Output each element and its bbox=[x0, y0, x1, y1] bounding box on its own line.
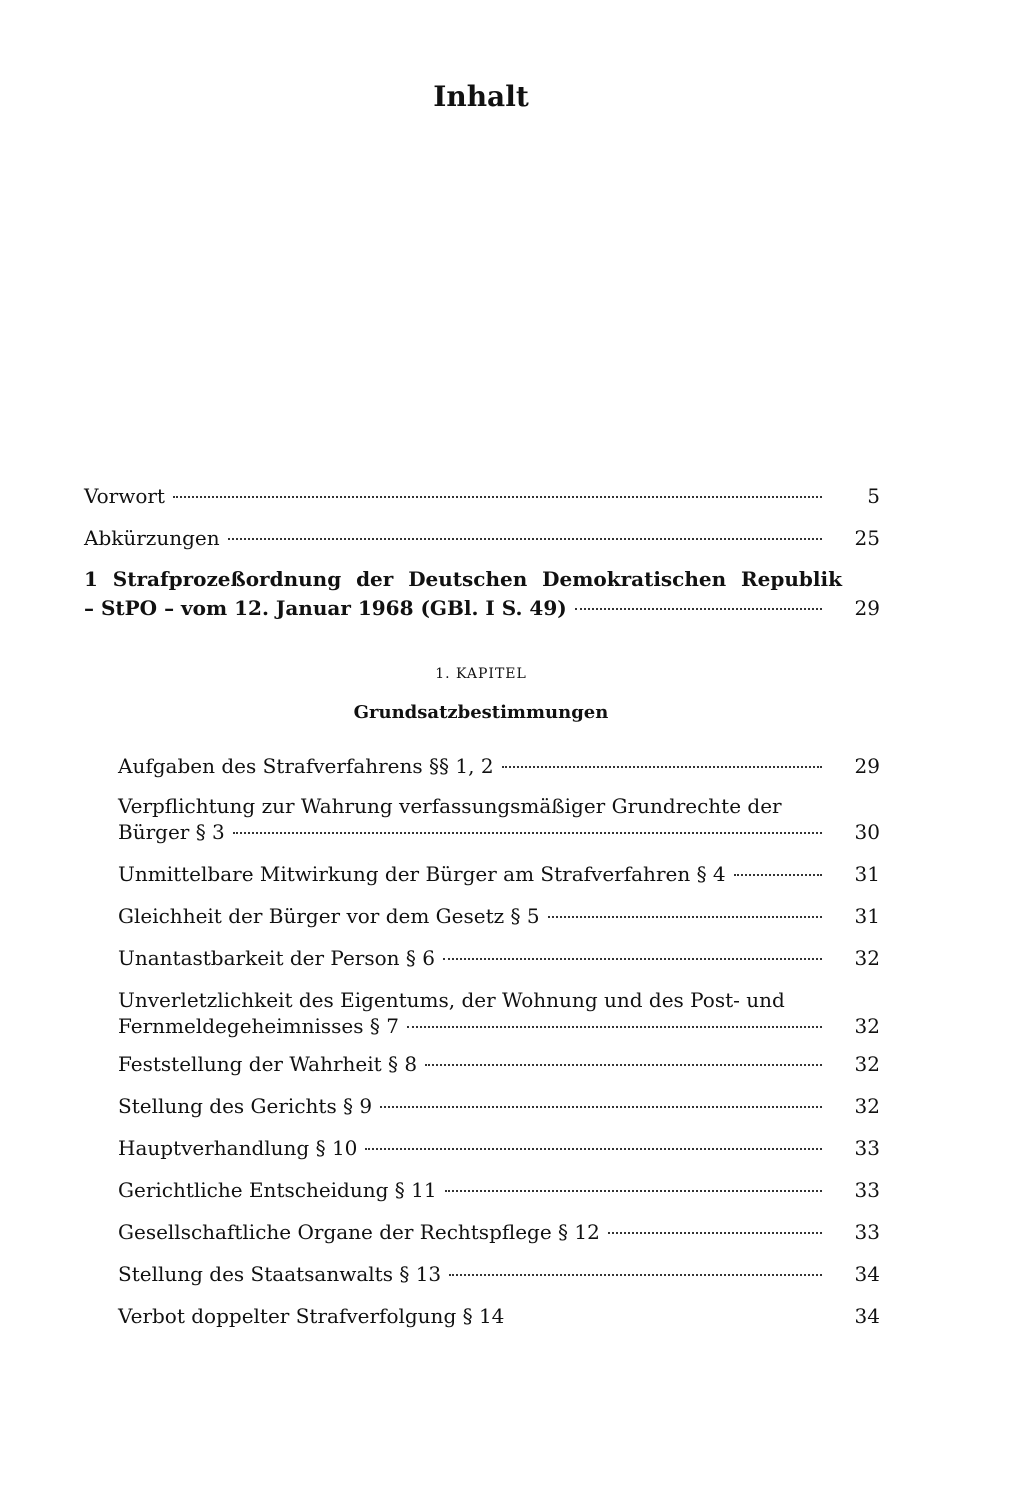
toc-entry-page: 25 bbox=[854, 526, 880, 550]
toc-entry-label: Unmittelbare Mitwirkung der Bürger am Strafverfahren § 4 bbox=[118, 862, 726, 886]
toc-entry[interactable] bbox=[118, 1136, 880, 1160]
toc-entry-label: Stellung des Gerichts § 9 bbox=[118, 1094, 373, 1118]
toc-entry[interactable] bbox=[118, 904, 880, 928]
page-title: Inhalt bbox=[433, 80, 529, 113]
toc-entry[interactable] bbox=[118, 1304, 880, 1328]
toc-entry-page: 33 bbox=[854, 1178, 880, 1202]
toc-entry[interactable] bbox=[118, 1220, 880, 1244]
toc-entry-label: Fernmeldegeheimnisses § 7 bbox=[118, 1014, 399, 1038]
toc-entry[interactable] bbox=[118, 820, 880, 844]
dot-leader bbox=[407, 1026, 822, 1028]
toc-entry[interactable] bbox=[118, 1262, 880, 1286]
stpo-word: Deutschen bbox=[408, 567, 528, 591]
dot-leader bbox=[608, 1232, 822, 1234]
toc-entry-page: 30 bbox=[854, 820, 880, 844]
toc-entry-page: 29 bbox=[854, 754, 880, 778]
toc-entry-label: Aufgaben des Strafverfahrens §§ 1, 2 bbox=[118, 754, 494, 778]
toc-entry-stpo-title-line1[interactable] bbox=[84, 567, 842, 591]
toc-entry-stpo[interactable] bbox=[84, 596, 880, 620]
toc-entry-label: – StPO – vom 12. Januar 1968 (GBl. I S. 49) bbox=[84, 596, 567, 620]
dot-leader bbox=[443, 958, 822, 960]
toc-entry-abkuerzungen[interactable] bbox=[84, 526, 880, 550]
toc-entry[interactable] bbox=[118, 1014, 880, 1038]
toc-entry-page: 29 bbox=[854, 596, 880, 620]
dot-leader bbox=[173, 496, 822, 498]
dot-leader bbox=[445, 1190, 822, 1192]
toc-entry-page: 32 bbox=[854, 1052, 880, 1076]
dot-leader bbox=[365, 1148, 822, 1150]
toc-entry-page: 5 bbox=[867, 484, 880, 508]
dot-leader bbox=[575, 608, 822, 610]
toc-entry[interactable] bbox=[118, 1052, 880, 1076]
toc-entry-page: 33 bbox=[854, 1220, 880, 1244]
toc-entry-label-line1: Verpflichtung zur Wahrung verfassungsmäßiger Grundrechte der bbox=[118, 794, 782, 818]
toc-entry-vorwort[interactable] bbox=[84, 484, 880, 508]
toc-entry[interactable] bbox=[118, 754, 880, 778]
dot-leader bbox=[548, 916, 822, 918]
toc-entry[interactable] bbox=[118, 1094, 880, 1118]
toc-entry-page: 32 bbox=[854, 1014, 880, 1038]
toc-entry-label: Gleichheit der Bürger vor dem Gesetz § 5 bbox=[118, 904, 540, 928]
dot-leader bbox=[233, 832, 822, 834]
toc-entry-label: Unantastbarkeit der Person § 6 bbox=[118, 946, 435, 970]
toc-entry-label: Stellung des Staatsanwalts § 13 bbox=[118, 1262, 442, 1286]
toc-entry[interactable] bbox=[118, 1178, 880, 1202]
stpo-word: der bbox=[356, 567, 394, 591]
chapter-title: Grundsatzbestimmungen bbox=[353, 702, 609, 723]
toc-entry[interactable] bbox=[118, 946, 880, 970]
toc-entry[interactable] bbox=[118, 862, 880, 886]
stpo-word: 1 bbox=[84, 567, 98, 591]
toc-entry-label: Bürger § 3 bbox=[118, 820, 225, 844]
toc-entry-page: 32 bbox=[854, 946, 880, 970]
toc-entry-label: Gerichtliche Entscheidung § 11 bbox=[118, 1178, 437, 1202]
toc-entry-page: 32 bbox=[854, 1094, 880, 1118]
chapter-number: 1. KAPITEL bbox=[435, 666, 527, 682]
toc-entry-label-line1: Unverletzlichkeit des Eigentums, der Wohnung und des Post- und bbox=[118, 988, 785, 1012]
dot-leader bbox=[380, 1106, 822, 1108]
dot-leader bbox=[228, 538, 822, 540]
toc-entry-page: 34 bbox=[854, 1304, 880, 1328]
toc-entry-page: 34 bbox=[854, 1262, 880, 1286]
toc-entry-label: Verbot doppelter Strafverfolgung § 14 bbox=[118, 1304, 505, 1328]
toc-entry-page: 31 bbox=[854, 904, 880, 928]
dot-leader bbox=[449, 1274, 822, 1276]
dot-leader bbox=[425, 1064, 822, 1066]
toc-entry-label: Feststellung der Wahrheit § 8 bbox=[118, 1052, 418, 1076]
stpo-word: Demokratischen bbox=[542, 567, 727, 591]
toc-entry-label: Hauptverhandlung § 10 bbox=[118, 1136, 358, 1160]
dot-leader bbox=[734, 874, 822, 876]
toc-entry-label: Gesellschaftliche Organe der Rechtspflege § 12 bbox=[118, 1220, 600, 1244]
toc-entry-label: Abkürzungen bbox=[84, 526, 220, 550]
toc-entry-page: 33 bbox=[854, 1136, 880, 1160]
stpo-word: Strafprozeßordnung bbox=[112, 567, 342, 591]
toc-entry-label: Vorwort bbox=[84, 484, 165, 508]
stpo-word: Republik bbox=[741, 567, 842, 591]
toc-entry-page: 31 bbox=[854, 862, 880, 886]
dot-leader bbox=[502, 766, 822, 768]
